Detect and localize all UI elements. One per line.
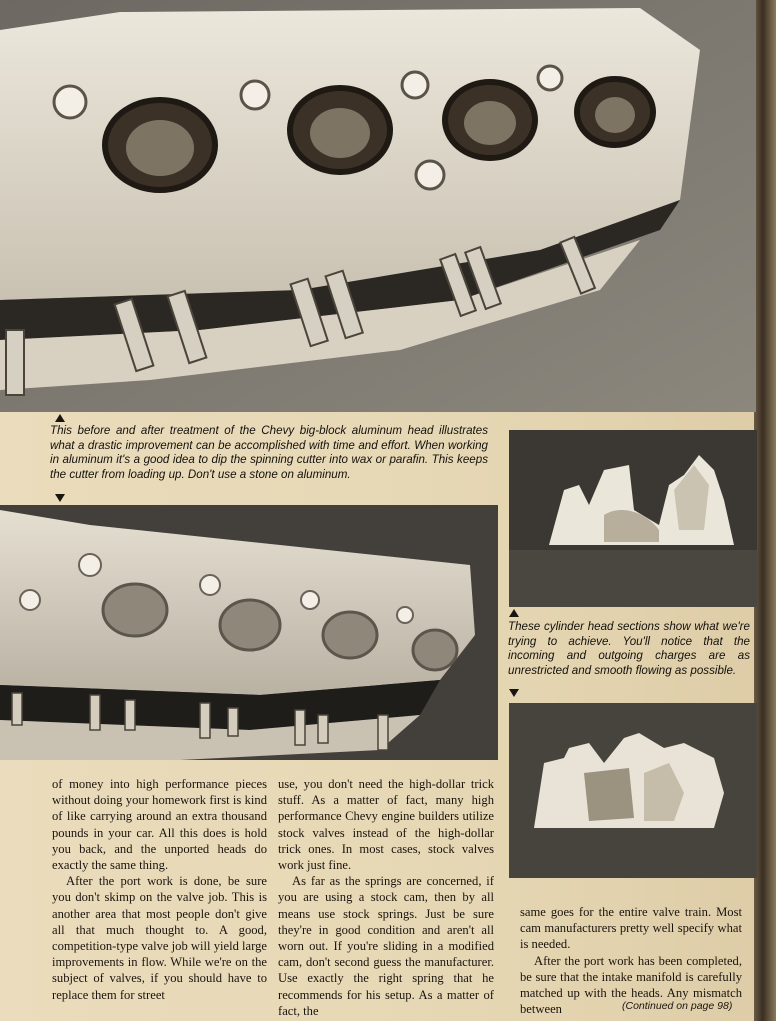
body-column-2 [278,776,494,1019]
photo-section-2 [509,703,757,878]
col2-paragraph-2: As far as the springs are concerned, if you are using a stock cam, then by all means use stock springs. Just be sure they're in good condition and aren't all worn out. If you're sliding in a modified cam, don't second guess the manufacturer. Use exactly the right spring that he recommends for his setup. As a matter of fact, the [278,874,494,1018]
col1-paragraph-1: of money into high performance pieces without doing your homework first is kind of like carrying around an extra thousand pounds in your car. All this does is hold you back, and the unported heads do exactly the same thing. [52,777,267,873]
caption-top: This before and after treatment of the Chevy big-block aluminum head illustrates what a drastic improvement can be accomplished with time and effort. When working in aluminum it's a good idea to dip the spinning cutter into wax or parafin. This keeps the cutter from loading up. Don't use a stone on aluminum. [50,424,488,481]
col3-paragraph-1: same goes for the entire valve train. Most cam manufacturers pretty well specify what is needed. [520,905,742,952]
body-column-1 [52,776,267,1003]
continued-note: (Continued on page 98) [622,1000,733,1012]
caption-right: These cylinder head sections show what we're trying to achieve. You'll notice that the incoming and outgoing charges are as unrestricted and smooth flowing as possible. [508,620,750,677]
photo-head-before [0,0,756,412]
caption-arrow-down [55,494,65,502]
caption-arrow-up-right [509,609,519,617]
page-spine-edge [754,0,776,1021]
col3-paragraph-2: After the port work has been completed, be sure that the intake manifold is carefully matched up with the heads. Any mismatch between [520,953,742,1017]
caption-arrow-up [55,414,65,422]
caption-arrow-down-right [509,689,519,697]
col1-paragraph-2: After the port work is done, be sure you don't skimp on the valve job. This is another area that most people don't give all that much thought to. A good, competition-type valve job will yield large improvements in flow. While we're on the subject of valves, if you should have to replace them for street [52,874,267,1002]
photo-section-1 [509,430,757,607]
col2-paragraph-1: use, you don't need the high-dollar trick stuff. As a matter of fact, many high performance Chevy engine builders utilize stock valves instead of the high-dollar trick ones. In most cases, stock valves work just fine. [278,777,494,873]
photo-head-after [0,505,498,760]
